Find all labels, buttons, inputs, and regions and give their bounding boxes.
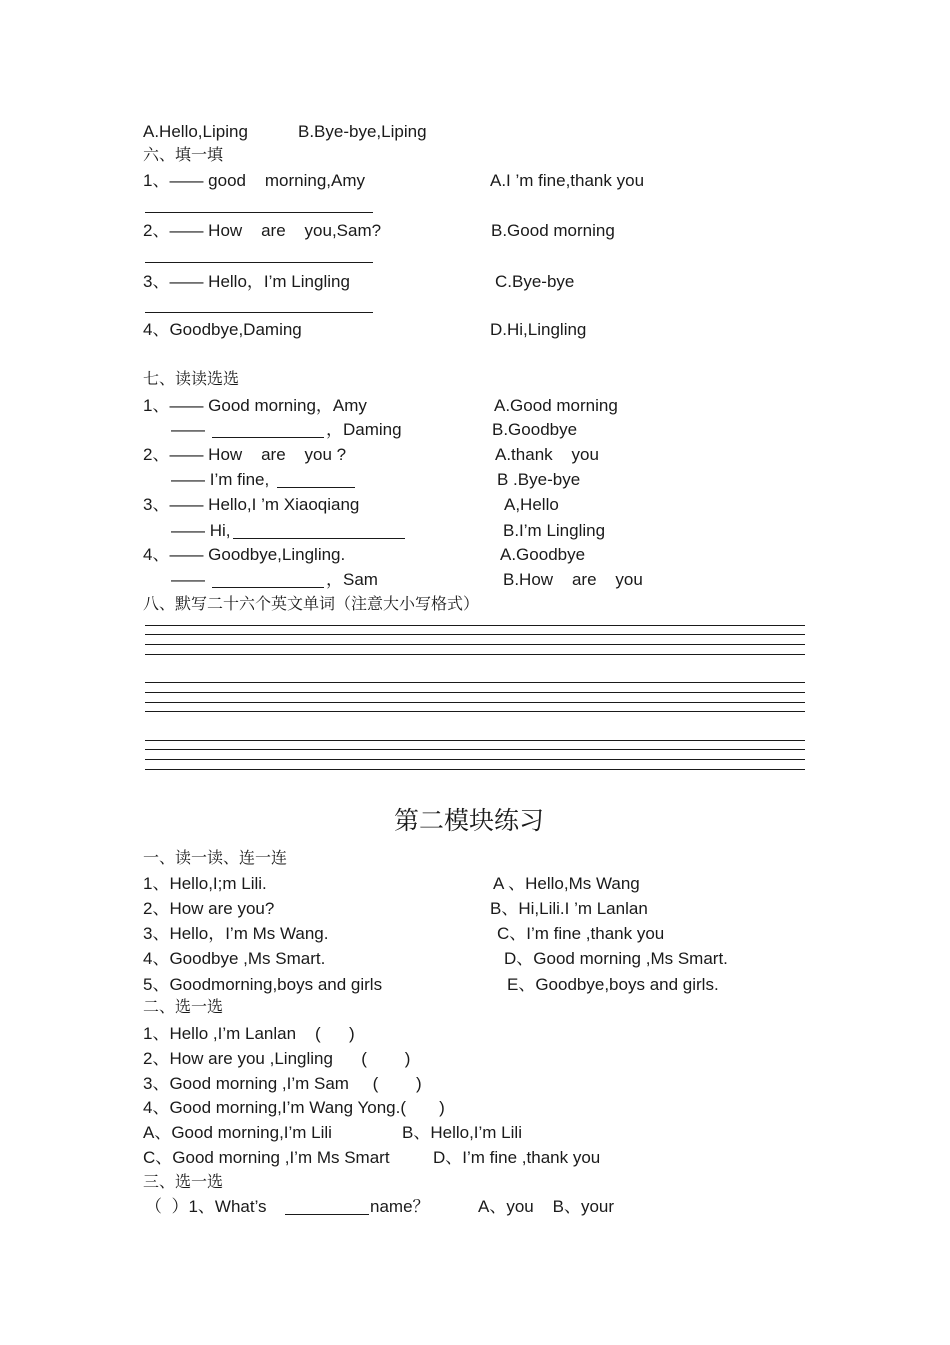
s7-q4-line-a: 4、—— Goodbye,Lingling. bbox=[143, 545, 346, 564]
section-8-heading: 八、默写二十六个英文单词（注意大小写格式） bbox=[143, 594, 480, 613]
s7-q4-line-b-prefix: —— bbox=[171, 570, 205, 589]
section-6-heading: 六、填一填 bbox=[143, 145, 224, 164]
s7-q2-blank bbox=[277, 487, 355, 488]
module-2-title: 第二模块练习 bbox=[393, 806, 544, 835]
s6-option-b: B.Good morning bbox=[491, 221, 615, 240]
m2-s1-left-item: 2、How are you? bbox=[143, 899, 275, 918]
s7-q4-line-b-suffix: ，Sam bbox=[326, 570, 378, 589]
s7-q1-option-a: A.Good morning bbox=[494, 396, 618, 415]
m2-s2-option-d: D、I’m fine ,thank you bbox=[433, 1148, 601, 1167]
s6-option-d: D.Hi,Lingling bbox=[490, 320, 587, 339]
s7-q3-option-a: A,Hello bbox=[504, 495, 559, 514]
s7-q3-line-a: 3、—— Hello,I ’m Xiaoqiang bbox=[143, 495, 360, 514]
writing-line bbox=[145, 644, 805, 645]
s6-answer-line-3 bbox=[145, 312, 373, 313]
m2-s1-right-item: A 、Hello,Ms Wang bbox=[493, 874, 640, 893]
m2-s3-question-1-suffix: name？ bbox=[370, 1197, 430, 1216]
s7-q2-line-b: —— I’m fine, bbox=[171, 470, 270, 489]
writing-line bbox=[145, 749, 805, 750]
writing-line bbox=[145, 702, 805, 703]
s6-question-3: 3、—— Hello，I’m Lingling bbox=[143, 272, 350, 291]
m2-s2-question-3: 3、Good morning ,I’m Sam ( ) bbox=[143, 1074, 422, 1093]
writing-line bbox=[145, 654, 805, 655]
m2-s1-left-item: 5、Goodmorning,boys and girls bbox=[143, 975, 383, 994]
m2-section-2-heading: 二、选一选 bbox=[143, 997, 224, 1016]
m2-s2-question-1: 1、Hello ,I’m Lanlan ( ) bbox=[143, 1024, 355, 1043]
s7-q2-option-a: A.thank you bbox=[495, 445, 599, 464]
writing-line bbox=[145, 625, 805, 626]
writing-line bbox=[145, 740, 805, 741]
writing-line bbox=[145, 634, 805, 635]
s6-answer-line-1 bbox=[145, 212, 373, 213]
writing-line bbox=[145, 759, 805, 760]
m2-section-1-heading: 一、读一读、连一连 bbox=[143, 848, 288, 867]
s6-question-4: 4、Goodbye,Daming bbox=[143, 320, 302, 339]
writing-line bbox=[145, 711, 805, 712]
s6-question-1: 1、—— good morning,Amy bbox=[143, 171, 366, 190]
s7-q2-line-a: 2、—— How are you ? bbox=[143, 445, 347, 464]
m2-s2-option-b: B、Hello,I’m Lili bbox=[402, 1123, 522, 1142]
writing-line bbox=[145, 769, 805, 770]
writing-line bbox=[145, 692, 805, 693]
s7-q1-blank bbox=[212, 437, 324, 438]
m2-s1-left-item: 4、Goodbye ,Ms Smart. bbox=[143, 949, 326, 968]
s7-q4-blank bbox=[212, 587, 324, 588]
s7-q4-option-b: B.How are you bbox=[503, 570, 643, 589]
m2-s3-question-1-prefix: （ ）1、What’s bbox=[145, 1197, 267, 1216]
s6-option-a: A.I ’m fine,thank you bbox=[490, 171, 645, 190]
s7-q1-line-b-suffix: ，Daming bbox=[326, 420, 402, 439]
m2-s1-right-item: B、Hi,Lili.I ’m Lanlan bbox=[490, 899, 648, 918]
m2-s1-right-item: D、Good morning ,Ms Smart. bbox=[504, 949, 728, 968]
s7-q1-option-b: B.Goodbye bbox=[492, 420, 578, 439]
s7-q2-option-b: B .Bye-bye bbox=[497, 470, 581, 489]
m2-s3-question-1-options: A、you B、your bbox=[478, 1197, 615, 1216]
s6-answer-line-2 bbox=[145, 262, 373, 263]
m2-s1-right-item: E、Goodbye,boys and girls. bbox=[507, 975, 719, 994]
writing-line bbox=[145, 682, 805, 683]
m2-s1-right-item: C、I’m fine ,thank you bbox=[497, 924, 665, 943]
s7-q3-option-b: B.I’m Lingling bbox=[503, 521, 606, 540]
section-7-heading: 七、读读选选 bbox=[143, 369, 240, 388]
s7-q3-line-b: —— Hi, bbox=[171, 521, 231, 540]
s7-q4-option-a: A.Goodbye bbox=[500, 545, 586, 564]
m2-s2-option-c: C、Good morning ,I’m Ms Smart bbox=[143, 1148, 390, 1167]
s7-q3-blank bbox=[233, 538, 405, 539]
m2-section-3-heading: 三、选一选 bbox=[143, 1172, 224, 1191]
m2-s1-left-item: 3、Hello，I’m Ms Wang. bbox=[143, 924, 329, 943]
s6-option-c: C.Bye-bye bbox=[495, 272, 575, 291]
top-option-a: A.Hello,Liping bbox=[143, 122, 248, 141]
s7-q1-line-b-prefix: —— bbox=[171, 420, 205, 439]
m2-s2-question-4: 4、Good morning,I’m Wang Yong.( ) bbox=[143, 1098, 445, 1117]
m2-s1-left-item: 1、Hello,I;m Lili. bbox=[143, 874, 267, 893]
top-option-b: B.Bye-bye,Liping bbox=[298, 122, 427, 141]
s6-question-2: 2、—— How are you,Sam? bbox=[143, 221, 382, 240]
m2-s2-question-2: 2、How are you ,Lingling ( ) bbox=[143, 1049, 411, 1068]
s7-q1-line-a: 1、—— Good morning，Amy bbox=[143, 396, 367, 415]
m2-s2-option-a: A、Good morning,I’m Lili bbox=[143, 1123, 332, 1142]
m2-s3-blank bbox=[285, 1214, 369, 1215]
